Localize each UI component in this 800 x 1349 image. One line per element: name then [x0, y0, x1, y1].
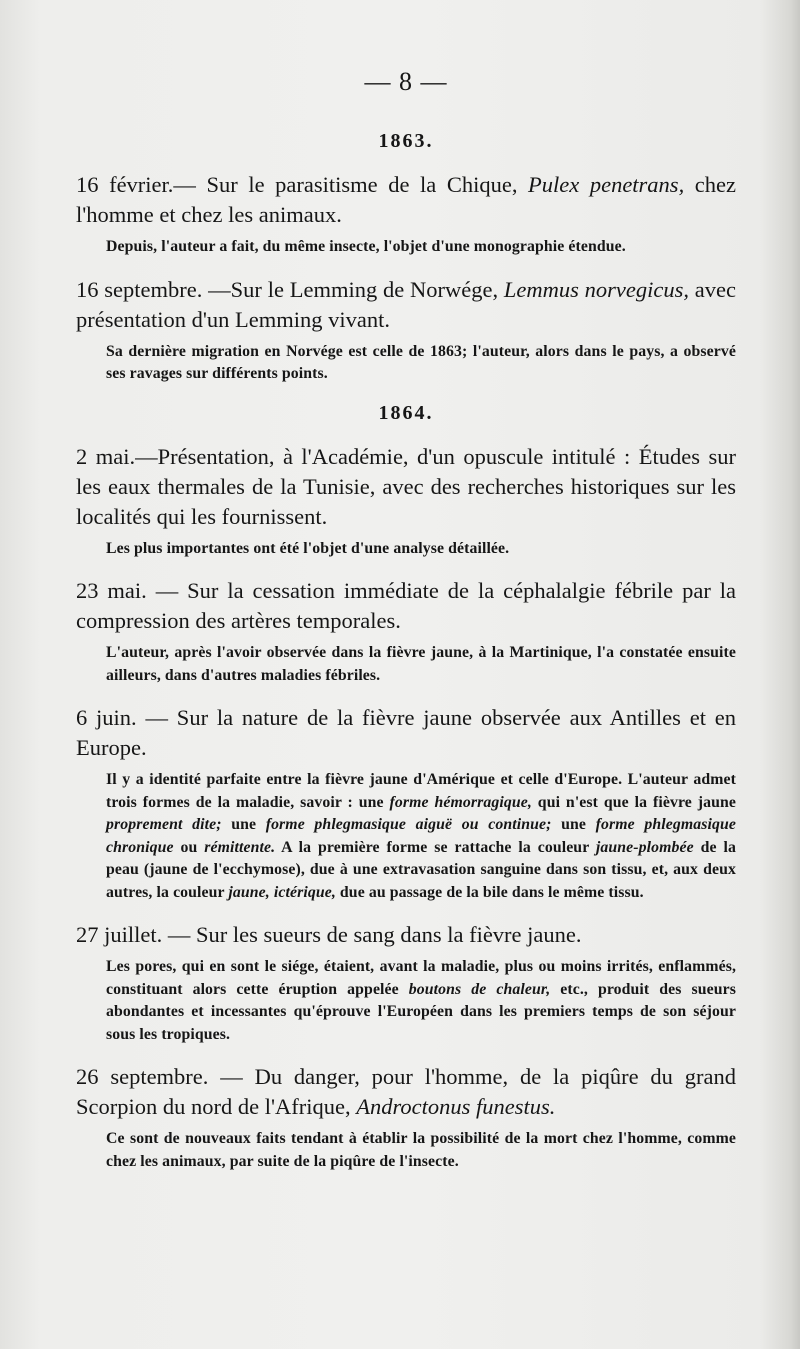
entry-text: — Sur la cessation immédiate de la céphalalgie fébrile par la compression des artères temporales. [76, 578, 736, 633]
note-text: etc., produit des sueurs abondantes et incessantes qu'éprouve l'Européen dans les premiers temps de son séjour sous les tropiques. [106, 980, 736, 1043]
entry-heading [76, 703, 736, 763]
page-content [76, 62, 736, 1173]
year-heading-1864: 1864. [378, 401, 434, 424]
note-text: une [551, 816, 596, 833]
note-emphasis: boutons de chaleur, [408, 980, 551, 998]
entry-note [106, 1128, 736, 1173]
entry-text: — Sur la nature de la fièvre jaune observée aux Antilles et en Europe. [76, 705, 736, 760]
entry-text: —Présentation, à l'Académie, d'un opuscule intitulé : Études sur les eaux thermales de la Tunisie, avec des recherches historiques sur les localités qui les fournissent. [76, 443, 736, 529]
note-text: Depuis, l'auteur a fait, du même insecte, l'objet d'une monographie étendue. [106, 238, 626, 255]
entry-heading [76, 920, 736, 950]
entry-note [106, 538, 736, 561]
entry-note [106, 769, 736, 904]
note-emphasis: jaune, ictérique, [228, 883, 336, 901]
note-text: de la peau (jaune de l'ecchymose), due à une extravasation sanguine dans son tissu, et, aux deux autres, la couleur [106, 838, 736, 901]
entry-26-septembre [76, 1062, 736, 1173]
entry-27-juillet [76, 920, 736, 1046]
entry-note [106, 642, 736, 687]
entry-note [106, 341, 736, 386]
note-text: ou [173, 838, 205, 856]
entry-heading [76, 1062, 736, 1122]
entry-16-fevrier [76, 170, 736, 259]
entry-species-name: Androctonus funestus. [356, 1094, 556, 1119]
note-text: A la première forme se rattache la couleur [275, 838, 596, 856]
entry-heading [76, 442, 736, 532]
entry-date: 16 février. [76, 172, 174, 197]
entry-text: chez l'homme et chez les animaux. [76, 172, 736, 227]
year-heading-1863: 1863. [378, 130, 434, 152]
note-emphasis: jaune-plombée [595, 838, 694, 856]
note-text: L'auteur, après l'avoir observée dans la fièvre jaune, à la Martinique, l'a constatée ensuite ailleurs, dans d'autres maladies fébriles. [106, 644, 736, 684]
page-number: — 8 — [364, 67, 448, 96]
entry-23-mai [76, 576, 736, 687]
note-emphasis: forme hémorragique, [389, 793, 532, 811]
entry-date: 6 juin. [76, 705, 137, 730]
entry-6-juin [76, 703, 736, 904]
entry-text: — Sur les sueurs de sang dans la fièvre jaune. [162, 922, 582, 947]
note-emphasis: proprement dite; [106, 816, 222, 833]
entry-heading [76, 576, 736, 636]
note-text: due au passage de la bile dans le même tissu. [335, 883, 644, 901]
entry-date: 23 mai. [76, 578, 147, 603]
entry-2-mai [76, 442, 736, 561]
entry-text: —Sur le Lemming de Norwége, [202, 276, 504, 302]
entry-species-name: Pulex penetrans, [528, 172, 685, 197]
entry-text: — Du danger, pour l'homme, de la piqûre du grand Scorpion du nord de l'Afrique, [76, 1064, 736, 1119]
note-text: Les plus importantes ont été l'objet d'une analyse détaillée. [106, 539, 510, 557]
entry-16-septembre [76, 275, 736, 386]
entry-date: 16 septembre. [76, 276, 203, 302]
entry-date: 2 mai. [76, 443, 136, 469]
entry-date: 26 septembre. [76, 1064, 209, 1089]
entry-species-name: Lemmus norvegicus, [503, 276, 689, 302]
note-text: Les pores, qui en sont le siége, étaient, avant la maladie, plus ou moins irrités, enflammés, constituant alors cette éruption appelée [106, 958, 736, 998]
note-text: Sa dernière migration en Norvége est celle de 1863; l'auteur, alors dans le pays, a observé ses ravages sur différents points. [106, 342, 736, 382]
note-text: une [221, 816, 266, 833]
note-text: Il y a identité parfaite entre la fièvre jaune d'Amérique et celle d'Europe. L'auteur admet trois formes de la maladie, savoir : une [106, 771, 736, 811]
entry-heading [76, 275, 736, 335]
entry-text: — Sur le parasitisme de la Chique, [173, 172, 529, 197]
entry-note [106, 956, 736, 1046]
entry-date: 27 juillet. [76, 922, 163, 947]
entry-note [106, 236, 736, 259]
note-emphasis: rémittente. [204, 838, 276, 856]
note-text: qui n'est que la fièvre jaune [531, 793, 737, 811]
note-emphasis: forme phlegmasique aiguë ou continue; [265, 816, 552, 833]
note-emphasis: forme phlegmasique chronique [106, 816, 736, 856]
entry-text: avec présentation d'un Lemming vivant. [76, 276, 736, 332]
note-text: Ce sont de nouveaux faits tendant à établir la possibilité de la mort chez l'homme, comme chez les animaux, par suite de la piqûre de l'insecte. [106, 1130, 736, 1170]
entry-heading [76, 170, 736, 230]
